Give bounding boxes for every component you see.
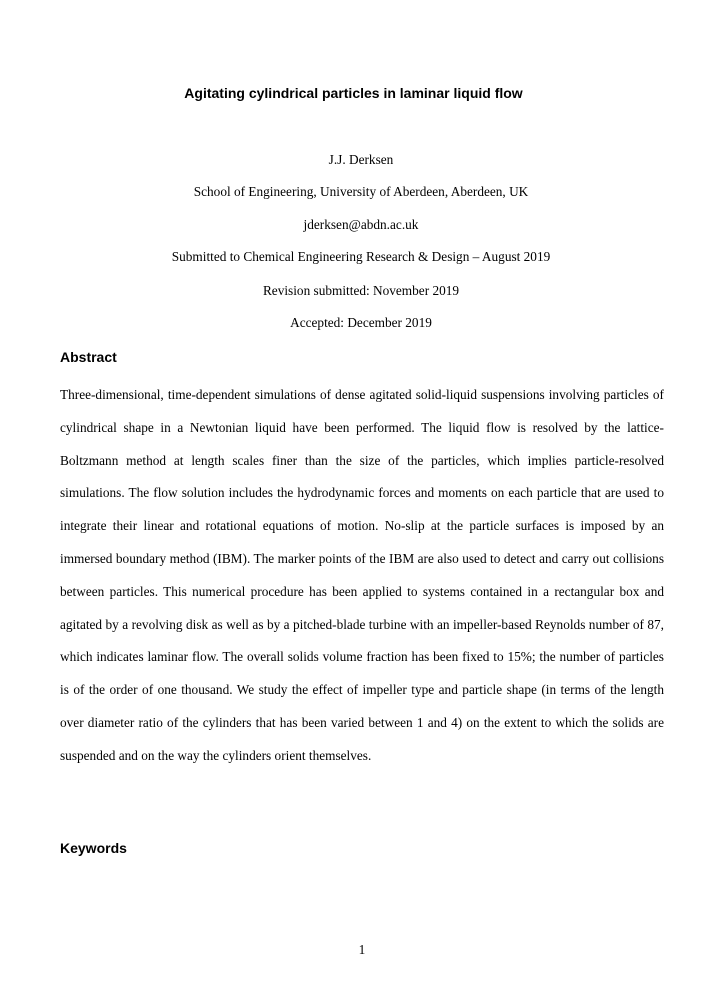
accepted-note: Accepted: December 2019 (290, 315, 432, 330)
submission-note: Submitted to Chemical Engineering Research & Design – August 2019 (171, 249, 551, 264)
page-number: 1 (358, 942, 366, 957)
abstract-body: Three-dimensional, time-dependent simulations of dense agitated solid-liquid suspensions involving particles of cylindrical shape in a Newtonian liquid have been performed. The liquid flow is resolved by the lattice-Boltzmann method at length scales finer than the size of the particles, which implies particle-resolved simulations. The flow solution includes the hydrodynamic forces and moments on each particle that are used to integrate their linear and rotational equations of motion. No-slip at the particle surfaces is imposed by an immersed boundary method (IBM). The marker points of the IBM are also used to detect and carry out collisions between particles. This numerical procedure has been applied to systems contained in a rectangular box and agitated by a revolving disk as well as by a pitched-blade turbine with an impeller-based Reynolds number of 87, which indicates laminar flow. The overall solids volume fraction has been fixed to 15%; the number of particles is of the order of one thousand. We study the effect of impeller type and particle shape (in terms of the length over diameter ratio of the cylinders that has been varied between 1 and 4) on the extent to which the solids are suspended and on the way the cylinders orient themselves. (60, 387, 664, 763)
keywords-heading: Keywords (60, 840, 127, 856)
author-email: jderksen@abdn.ac.uk (303, 217, 419, 232)
author-affiliation: School of Engineering, University of Aberdeen, Aberdeen, UK (193, 184, 529, 199)
abstract-heading: Abstract (60, 349, 117, 365)
author-name: J.J. Derksen (328, 152, 394, 167)
paper-title: Agitating cylindrical particles in laminar liquid flow (184, 85, 523, 101)
revision-note: Revision submitted: November 2019 (262, 283, 460, 298)
